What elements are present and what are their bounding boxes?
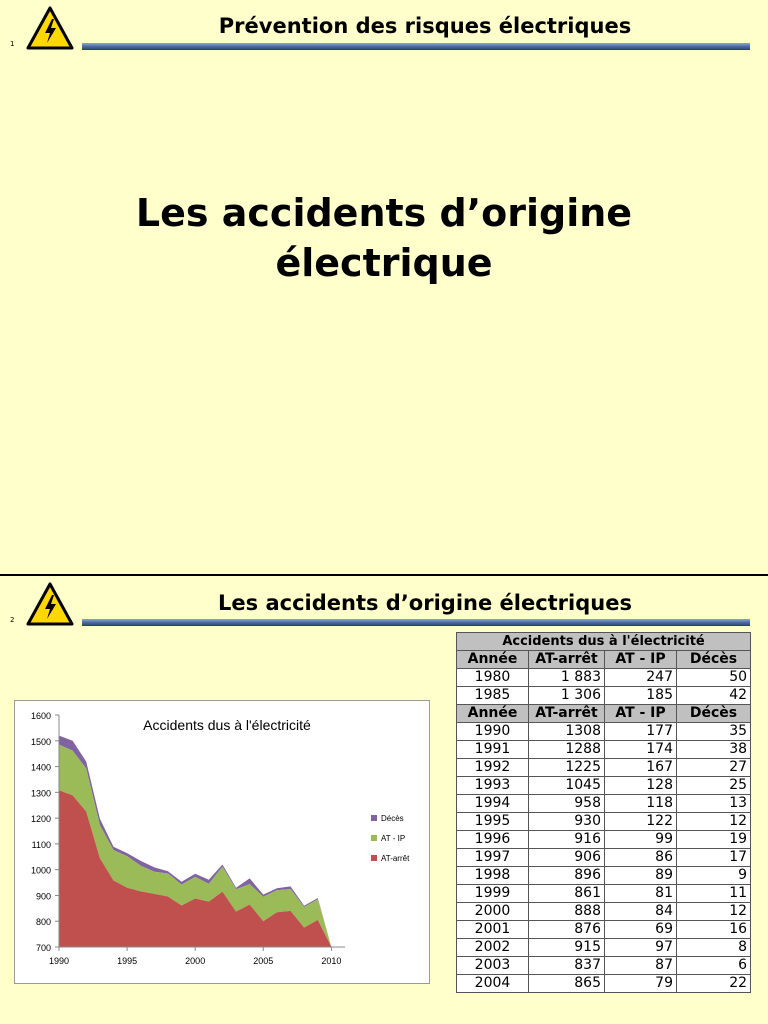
table-row: [457, 795, 751, 813]
y-tick-label: 1300: [30, 788, 51, 799]
table-cell: 22: [677, 975, 751, 993]
y-tick-label: 1200: [30, 814, 51, 825]
table-cell: 177: [605, 723, 677, 741]
table-row: [457, 831, 751, 849]
table-cell: 2003: [457, 957, 529, 975]
x-tick-label: 2010: [321, 956, 342, 966]
legend-swatch: [371, 835, 377, 841]
table-header-3: Décès: [677, 651, 751, 669]
table-cell: 2004: [457, 975, 529, 993]
table-cell: 87: [605, 957, 677, 975]
table-cell: 1998: [457, 867, 529, 885]
table-row: [457, 867, 751, 885]
table-row: [457, 777, 751, 795]
legend-swatch: [371, 855, 377, 861]
table-cell: 118: [605, 795, 677, 813]
table-cell: 128: [605, 777, 677, 795]
table-cell: 81: [605, 885, 677, 903]
x-tick-label: 1995: [117, 956, 138, 966]
table-cell: 17: [677, 849, 751, 867]
table-cell: 79: [605, 975, 677, 993]
table-header-row: [457, 705, 751, 723]
table-header-3: Décès: [677, 705, 751, 723]
table-cell: 174: [605, 741, 677, 759]
table-cell: 1995: [457, 813, 529, 831]
chart-title: Accidents dus à l'électricité: [143, 717, 311, 733]
chart-svg: [15, 701, 429, 983]
table-cell: 1045: [529, 777, 605, 795]
header-title: Prévention des risques électriques: [218, 14, 632, 38]
y-tick-label: 1400: [30, 762, 51, 773]
table-cell: 11: [677, 885, 751, 903]
table-cell: 38: [677, 741, 751, 759]
table-cell: 13: [677, 795, 751, 813]
y-tick-label: 1000: [30, 865, 51, 876]
electrical-hazard-icon: [26, 6, 74, 50]
table-row: [457, 687, 751, 705]
table-cell: 837: [529, 957, 605, 975]
table-cell: 2002: [457, 939, 529, 957]
table-cell: 865: [529, 975, 605, 993]
table-cell: 1 883: [529, 669, 605, 687]
table-cell: 19: [677, 831, 751, 849]
table-cell: 50: [677, 669, 751, 687]
x-tick-label: 2000: [185, 956, 206, 966]
x-tick-label: 1990: [48, 956, 70, 966]
table-cell: 1991: [457, 741, 529, 759]
table-cell: 69: [605, 921, 677, 939]
table-cell: 896: [529, 867, 605, 885]
table-row: [457, 921, 751, 939]
slide-number: 2: [10, 616, 15, 624]
table-row: [457, 723, 751, 741]
table-cell: 99: [605, 831, 677, 849]
table-cell: 8: [677, 939, 751, 957]
table-cell: 9: [677, 867, 751, 885]
table-cell: 42: [677, 687, 751, 705]
table-cell: 876: [529, 921, 605, 939]
electrical-hazard-icon: [26, 582, 74, 626]
slide-2: [0, 576, 768, 1024]
table-cell: 1993: [457, 777, 529, 795]
table-row: [457, 741, 751, 759]
legend-label: Décès: [381, 814, 404, 823]
table-header-0: Année: [457, 705, 529, 723]
table-row: [457, 849, 751, 867]
table-cell: 122: [605, 813, 677, 831]
table-header-0: Année: [457, 651, 529, 669]
table-cell: 1999: [457, 885, 529, 903]
table-cell: 1990: [457, 723, 529, 741]
table-cell: 97: [605, 939, 677, 957]
table-cell: 1992: [457, 759, 529, 777]
main-title-line-1: Les accidents d’origine: [135, 191, 633, 235]
table-cell: 167: [605, 759, 677, 777]
legend-swatch: [371, 815, 377, 821]
table-cell: 86: [605, 849, 677, 867]
table-header-2: AT - IP: [605, 651, 677, 669]
table-cell: 2000: [457, 903, 529, 921]
table-cell: 861: [529, 885, 605, 903]
y-tick-label: 1500: [30, 736, 51, 747]
main-title-line-2: électrique: [275, 241, 493, 285]
table-cell: 1994: [457, 795, 529, 813]
legend-label: AT - IP: [381, 834, 406, 843]
table-cell: 1 306: [529, 687, 605, 705]
table-cell: 27: [677, 759, 751, 777]
accidents-table: [456, 632, 751, 993]
table-cell: 1980: [457, 669, 529, 687]
table-row: [457, 975, 751, 993]
table-row: [457, 939, 751, 957]
accidents-chart: [14, 700, 430, 984]
table-cell: 1996: [457, 831, 529, 849]
header-title: Les accidents d’origine électriques: [218, 591, 632, 615]
x-tick-label: 2005: [253, 956, 274, 966]
table-cell: 12: [677, 903, 751, 921]
table-cell: 915: [529, 939, 605, 957]
table-header-2: AT - IP: [605, 705, 677, 723]
table-cell: 1225: [529, 759, 605, 777]
table-header-row: [457, 651, 751, 669]
y-tick-label: 900: [35, 891, 51, 902]
table-cell: 1985: [457, 687, 529, 705]
y-tick-label: 1100: [31, 839, 51, 850]
table-cell: 1308: [529, 723, 605, 741]
table-cell: 25: [677, 777, 751, 795]
y-tick-label: 800: [35, 917, 51, 928]
table-cell: 84: [605, 903, 677, 921]
table-row: [457, 885, 751, 903]
table-cell: 1288: [529, 741, 605, 759]
table-cell: 930: [529, 813, 605, 831]
table-cell: 247: [605, 669, 677, 687]
table-cell: 958: [529, 795, 605, 813]
legend-label: AT-arrêt: [381, 854, 410, 863]
y-tick-label: 700: [35, 943, 51, 953]
header-rule: [82, 619, 750, 626]
table-cell: 2001: [457, 921, 529, 939]
table-cell: 89: [605, 867, 677, 885]
table-row: [457, 813, 751, 831]
header-rule: [82, 43, 750, 50]
table-cell: 906: [529, 849, 605, 867]
table-cell: 916: [529, 831, 605, 849]
table-cell: 6: [677, 957, 751, 975]
table-caption: Accidents dus à l'électricité: [457, 633, 751, 651]
table-row: [457, 957, 751, 975]
table-header-1: AT-arrêt: [529, 651, 605, 669]
table-cell: 16: [677, 921, 751, 939]
table-row: [457, 903, 751, 921]
table-header-1: AT-arrêt: [529, 705, 605, 723]
table-cell: 888: [529, 903, 605, 921]
table-cell: 185: [605, 687, 677, 705]
table-cell: 35: [677, 723, 751, 741]
slide-main-title: [0, 188, 768, 288]
table-row: [457, 759, 751, 777]
table-cell: 1997: [457, 849, 529, 867]
y-tick-label: 1600: [30, 711, 51, 721]
slide-number: 1: [10, 40, 15, 48]
table-row: [457, 669, 751, 687]
table-cell: 12: [677, 813, 751, 831]
